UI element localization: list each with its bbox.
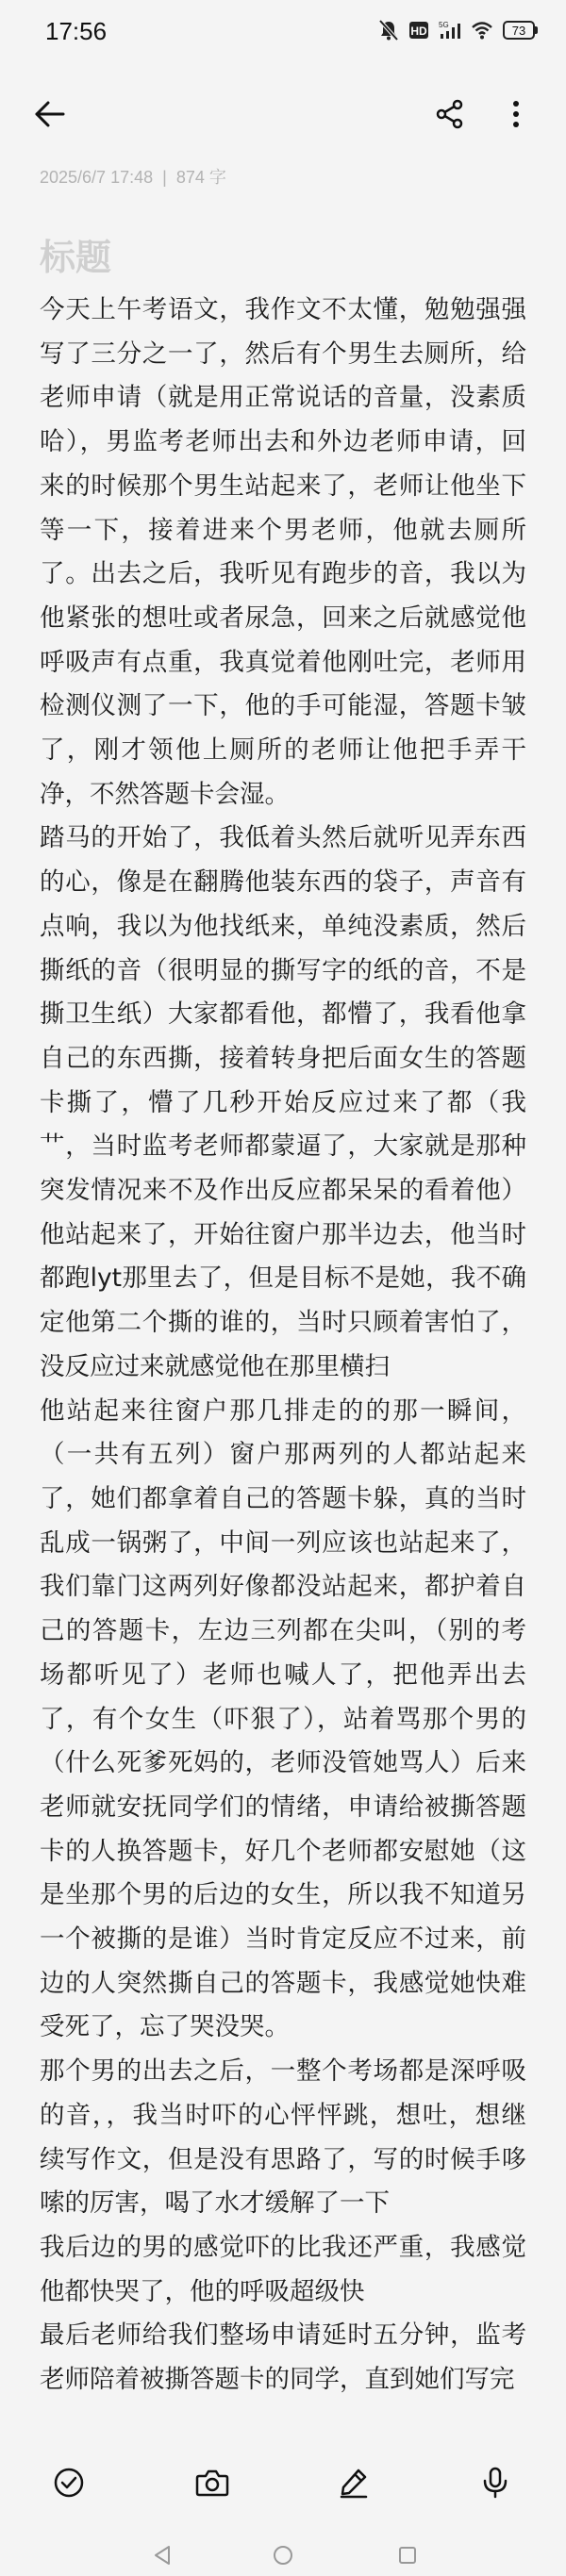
more-button[interactable] [492,92,540,136]
note-meta [40,164,226,189]
more-vertical-icon [511,99,521,129]
share-icon [435,99,465,129]
system-nav-bar [0,2535,566,2576]
battery-icon [503,21,538,40]
hd-icon [408,20,429,41]
wifi-icon [471,20,493,41]
microphone-icon [481,2467,509,2499]
note-paragraph: 他站起来往窗户那几排走的的那一瞬间，（一共有五列）窗户那两列的人都站起来了，她们都拿着自己的答题卡躲，真的当时乱成一锅粥了，中间一列应该也站起来了，我们靠门这两列好像都没站起来，都护着自己的答题卡，左边三列都在尖叫，（别的考场都听见了）老师也喊人了，把他弄出去了，有个女生（吓狠了），站着骂那个男的（什么死爹死妈的，老师没管她骂人）后来老师就安抚同学们的情绪，申请给被撕答题卡的人换答题卡，好几个老师都安慰她（这是坐那个男的后边的女生，所以我不知道另一个被撕的是谁）当时肯定反应不过来，前边的人突然撕自己的答题卡，我感觉她快难受死了，忘了哭没哭。 [40,1395,526,2042]
svg-text:HD: HD [410,25,427,38]
pen-icon [338,2467,370,2499]
nav-back-button[interactable] [142,2536,183,2574]
camera-button[interactable] [189,2459,236,2506]
note-paragraph: 踏马的开始了，我低着头然后就听见弄东西的心，像是在翻腾他装东西的袋子，声音有点响，我以为他找纸来，单纯没素质，然后撕纸的音（很明显的撕写字的纸的音，不是撕卫生纸）大家都看他，都懵了，我看他拿自己的东西撕，接着转身把后面女生的答题卡撕了，懵了几秒开始反应过来了都（我艹，当时监考老师都蒙逼了，大家就是那种突发情况来不及作出反应都呆呆的看着他）他站起来了，开始往窗户那半边去，他当时都跑lyt那里去了，但是目标不是她，我不确定他第二个撕的谁的，当时只顾着害怕了，没反应过来就感觉他在那里横扫 [40,823,526,1381]
battery-level: 73 [503,21,535,40]
microphone-button[interactable] [472,2459,519,2506]
note-paragraph: 今天上午考语文，我作文不太懂，勉勉强强写了三分之一了，然后有个男生去厕所，给老师申请（就是用正常说话的音量，没素质哈），男监考老师出去和外边老师申请，回来的时候那个男生站起来了，老师让他坐下等一下，接着进来个男老师，他就去厕所了。出去之后，我听见有跑步的音，我以为他紧张的想吐或者尿急，回来之后就感觉他呼吸声有点重，我真觉着他刚吐完，老师用检测仪测了一下，他的手可能湿，答题卡皱了，刚才领他上厕所的老师让他把手弄干净，不然答题卡会湿。 [40,295,526,809]
word-count: 874 字 [175,168,226,187]
checklist-button[interactable] [45,2459,92,2506]
note-title[interactable]: 标题 [40,237,112,278]
nav-recents-icon [397,2545,418,2566]
back-button[interactable] [26,92,74,136]
svg-text:5G: 5G [439,21,449,29]
status-icons [378,19,538,41]
note-paragraph: 我后边的男的感觉吓的比我还严重，我感觉他都快哭了，他的呼吸超级快 [40,2232,526,2306]
checklist-icon [53,2467,85,2499]
camera-icon [195,2468,229,2498]
share-button[interactable] [426,92,474,136]
signal-icon [439,20,461,41]
note-date: 2025/6/7 17:48 [40,168,154,187]
mute-icon [378,19,399,41]
pen-button[interactable] [330,2459,377,2506]
back-arrow-icon [34,100,66,128]
status-bar [0,0,566,68]
toolbar [0,74,566,155]
note-paragraph: 那个男的出去之后，一整个考场都是深呼吸的音，，我当时吓的心怦怦跳，想吐，想继续写作文，但是没有思路了，写的时候手哆嗦的厉害，喝了水才缓解了一下 [40,2056,526,2219]
bottom-toolbar [0,2440,566,2523]
nav-back-icon [152,2544,173,2567]
note-paragraph: 最后老师给我们整场申请延时五分钟，监考老师陪着被撕答题卡的同学，直到她们写完 [40,2320,526,2395]
nav-recents-button[interactable] [387,2536,428,2574]
status-time: 17:56 [45,17,108,45]
nav-home-button[interactable] [262,2536,304,2574]
note-content[interactable] [40,289,526,2429]
meta-separator: | [162,168,167,187]
nav-home-icon [272,2544,294,2567]
